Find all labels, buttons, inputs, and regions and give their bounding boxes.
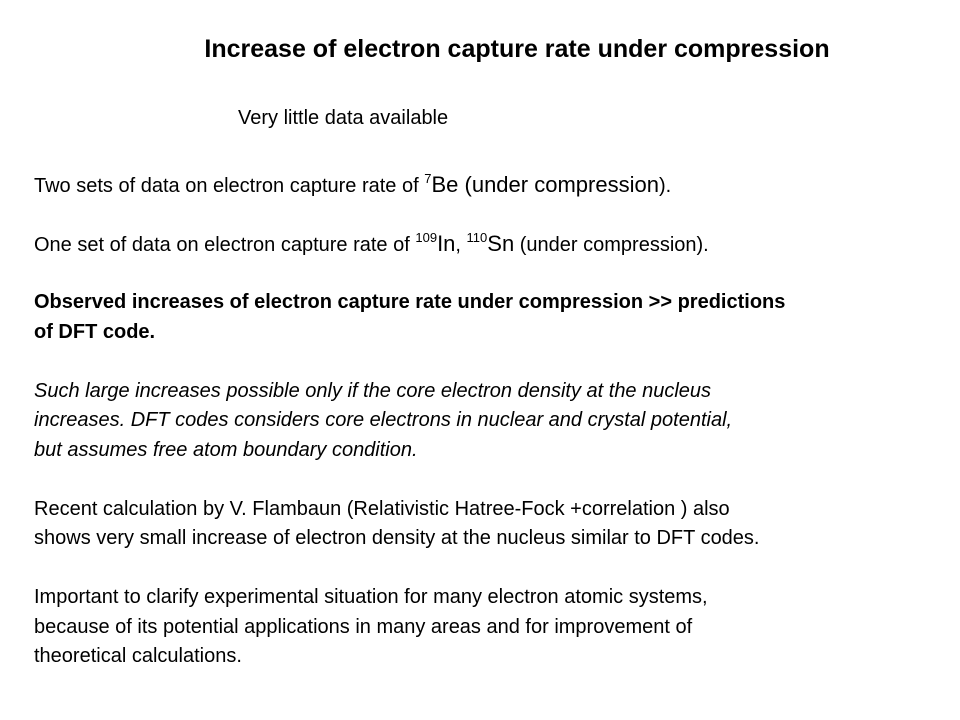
- para1-text-c: ).: [658, 175, 672, 197]
- be-mass-number: 7: [424, 171, 432, 186]
- spacer: [34, 554, 934, 584]
- paragraph-core-density-line-1: Such large increases possible only if the core electron density at the nucleus: [34, 379, 712, 402]
- paragraph-flambaun-line-1: Recent calculation by V. Flambaun (Relativistic Hatree-Fock +correlation ) also: [34, 497, 730, 520]
- paragraph-observed-line-2: of DFT code.: [34, 320, 156, 343]
- spacer: [34, 465, 934, 495]
- paragraph-in-sn: [34, 229, 934, 259]
- be-symbol: Be: [431, 172, 459, 197]
- para1-text-a: Two sets of data on electron capture rate of: [34, 175, 425, 197]
- paragraph-important-line-1: Important to clarify experimental situation for many electron atomic systems,: [34, 586, 708, 608]
- paragraph-core-density-line-3: but assumes free atom boundary condition.: [34, 438, 418, 461]
- slide-subtitle: Very little data available: [238, 107, 449, 129]
- slide-title: Increase of electron capture rate under compression: [204, 35, 830, 63]
- para1-text-b: (under compression: [458, 172, 659, 197]
- para2-text-b: (under compression).: [514, 234, 709, 256]
- spacer: [34, 347, 934, 377]
- slide-body: [34, 170, 934, 672]
- paragraph-core-density-line-2: increases. DFT codes considers core electrons in nuclear and crystal potential,: [34, 409, 733, 431]
- paragraph-observed-line-1: Observed increases of electron capture rate under compression >> predictions: [34, 291, 786, 313]
- sn-symbol: Sn: [487, 231, 515, 256]
- in-symbol: In: [437, 231, 456, 256]
- paragraph-important-line-3: theoretical calculations.: [34, 645, 242, 667]
- paragraph-flambaun-line-2: shows very small increase of electron density at the nucleus similar to DFT codes.: [34, 527, 760, 549]
- in-mass-number: 109: [415, 230, 438, 245]
- spacer: [34, 259, 934, 289]
- para2-separator: ,: [455, 234, 467, 256]
- para2-text-a: One set of data on electron capture rate of: [34, 234, 416, 256]
- sn-mass-number: 110: [466, 230, 488, 245]
- paragraph-be7: [34, 170, 934, 200]
- spacer: [34, 200, 934, 230]
- paragraph-important-line-2: because of its potential applications in many areas and for improvement of: [34, 615, 693, 638]
